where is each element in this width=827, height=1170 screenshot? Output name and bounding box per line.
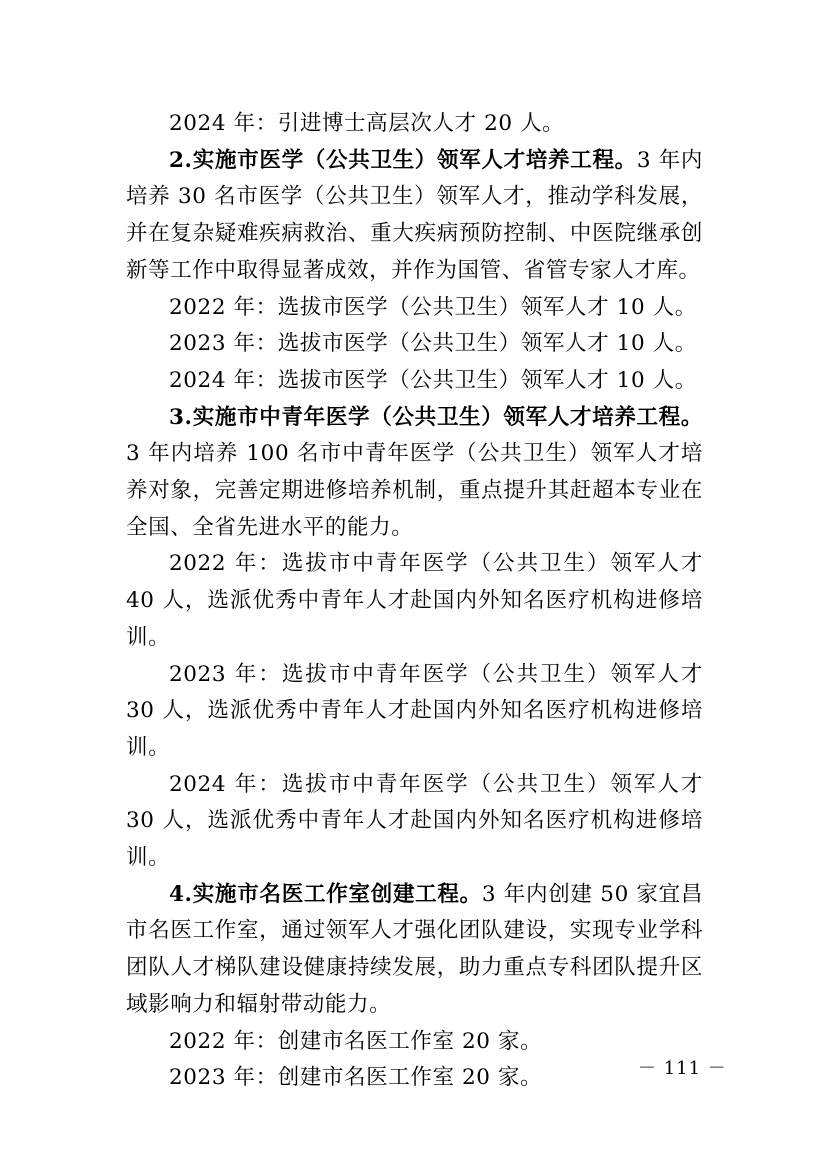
paragraph-text: 2022 年：选拔市中青年医学（公共卫生）领军人才 40 人，选派优秀中青年人才赴国内外知名医疗机构进修培训。 xyxy=(126,551,703,650)
paragraph-text: 2024 年：引进博士高层次人才 20 人。 xyxy=(169,111,565,136)
paragraph-text: 2024 年：选拔市医学（公共卫生）领军人才 10 人。 xyxy=(169,367,697,393)
paragraph-text: 2023 年：创建市名医工作室 20 家。 xyxy=(169,1065,543,1091)
paragraph-lead: 3.实施市中青年医学（公共卫生）领军人才培养工程。 xyxy=(169,404,703,430)
paragraph-2024-phd xyxy=(126,106,703,143)
page-number: － 111 － xyxy=(638,1058,727,1079)
paragraph-2024-leader xyxy=(126,363,703,400)
paragraph-2022-leader xyxy=(126,290,703,327)
paragraph-lead: 4.实施市名医工作室创建工程。 xyxy=(169,881,482,907)
paragraph-2023-studio xyxy=(126,1060,703,1097)
paragraph-2023-leader xyxy=(126,326,703,363)
paragraph-lead: 2.实施市医学（公共卫生）领军人才培养工程。 xyxy=(169,147,637,173)
paragraph-text: 3 年内创建 50 家宜昌市名医工作室，通过领军人才强化团队建设，实现专业学科团队人才梯队建设健康持续发展，助力重点专科团队提升区域影响力和辐射带动能力。 xyxy=(126,881,704,1017)
paragraph-text: 3 年内培养 100 名市中青年医学（公共卫生）领军人才培养对象，完善定期进修培养机制，重点提升其赶超本专业在全国、全省先进水平的能力。 xyxy=(126,441,703,540)
document-body xyxy=(126,106,703,1097)
paragraph-text: 2023 年：选拔市中青年医学（公共卫生）领军人才 30 人，选派优秀中青年人才赴国内外知名医疗机构进修培训。 xyxy=(126,661,703,760)
paragraph-item-2 xyxy=(126,143,703,290)
paragraph-2024-young xyxy=(126,767,703,877)
paragraph-text: 2022 年：选拔市医学（公共卫生）领军人才 10 人。 xyxy=(169,294,697,320)
paragraph-item-4 xyxy=(126,877,703,1024)
paragraph-text: 2022 年：创建市名医工作室 20 家。 xyxy=(169,1028,543,1054)
paragraph-text: 2024 年：选拔市中青年医学（公共卫生）领军人才 30 人，选派优秀中青年人才赴国内外知名医疗机构进修培训。 xyxy=(126,771,703,871)
paragraph-text: 2023 年：选拔市医学（公共卫生）领军人才 10 人。 xyxy=(169,331,697,357)
paragraph-item-3 xyxy=(126,400,703,547)
paragraph-2022-studio xyxy=(126,1024,703,1061)
paragraph-2023-young xyxy=(126,657,703,767)
paragraph-2022-young xyxy=(126,546,703,656)
paragraph-text: 3 年内培养 30 名市医学（公共卫生）领军人才，推动学科发展，并在复杂疑难疾病救治、重大疾病预防控制、中医院继承创新等工作中取得显著成效，并作为国管、省管专家人才库。 xyxy=(126,147,703,283)
